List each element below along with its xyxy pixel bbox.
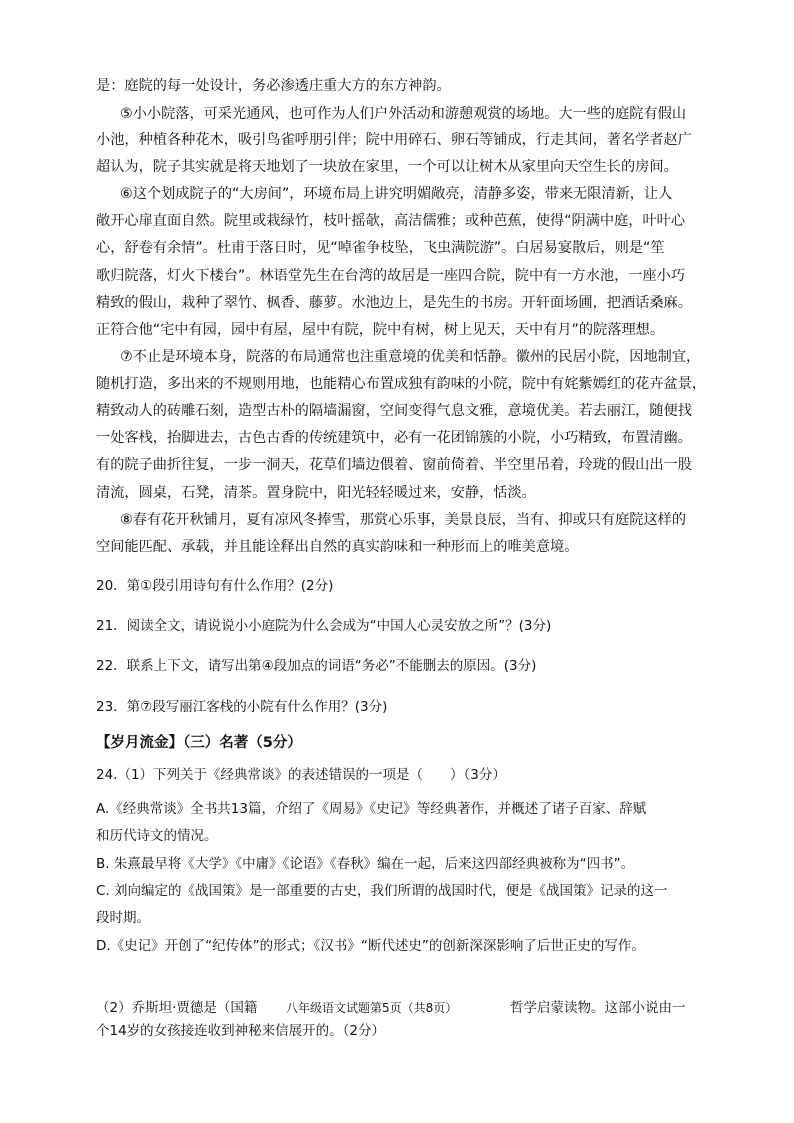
section-heading: 【岁月流金】（三）名著（5分） — [96, 735, 302, 751]
question-20: 20．第①段引用诗句有什么作用？(2分) — [96, 578, 334, 594]
option-b: B. 朱熹最早将《大学》《中庸》《论语》《春秋》编在一起，后来这四部经典被称为“四书”。 — [96, 856, 635, 872]
question-24-part2-end: 个14岁的女孩接连收到神秘来信展开的。（2分） — [96, 1023, 386, 1039]
option-a: A.《经典常谈》全书共13篇，介绍了《周易》《史记》等经典著作，并概述了诸子百家、辞赋 — [96, 801, 647, 817]
passage-line: 清流，圆桌，石凳，清茶。置身院中，阳光轻轻暖过来，安静，恬淡。 — [96, 485, 536, 501]
passage-line: 心，舒卷有余情”。杜甫于落日时，见“啅雀争枝坠，飞虫满院游”。白居易宴散后，则是“笙 — [96, 240, 665, 256]
question-24-part2-start: （2）乔斯坦·贾德是（国籍 — [96, 1000, 258, 1016]
passage-paragraph-5-start: ⑤小小院落，可采光通风，也可作为人们户外活动和游憩观赏的场地。大一些的庭院有假山 — [120, 106, 687, 122]
passage-line: 歌归院落，灯火下楼台”。林语堂先生在台湾的故居是一座四合院，院中有一方水池，一座小巧 — [96, 268, 686, 284]
passage-line: 有的院子曲折往复，一步一洞天，花草们墙边偎着、窗前倚着、半空里吊着，玲珑的假山出一股 — [96, 457, 692, 473]
question-21: 21．阅读全文，请说说小小庭院为什么会成为“中国人心灵安放之所”？(3分) — [96, 618, 552, 634]
question-22: 22．联系上下文，请写出第④段加点的词语“务必”不能删去的原因。(3分) — [96, 658, 537, 674]
question-23: 23．第⑦段写丽江客栈的小院有什么作用？(3分) — [96, 699, 388, 715]
passage-line: 正符合他“宅中有园，园中有屋，屋中有院，院中有树，树上见天，天中有月”的院落理想。 — [96, 322, 665, 338]
passage-line: 空间能匹配、承载，并且能诠释出自然的真实韵味和一种形而上的唯美意境。 — [96, 539, 579, 555]
passage-line: 小池，种植各种花木，吸引鸟雀呼朋引伴；院中用碎石、卵石等铺成，行走其间，著名学者赵广 — [96, 132, 692, 148]
option-c-continued: 段时期。 — [96, 910, 150, 926]
passage-line: 一处客栈，抬脚进去，古色古香的传统建筑中，必有一花团锦簇的小院，小巧精致，布置清幽。 — [96, 430, 692, 446]
passage-paragraph-6-start: ⑥这个划成院子的“大房间”，环境布局上讲究明媚敞亮，清静多姿，带来无限清新，让人 — [120, 186, 673, 202]
option-a-continued: 和历代诗文的情况。 — [96, 828, 218, 844]
page-footer: 八年级语文试题第5页（共8页） — [286, 998, 496, 1018]
option-d: D.《史记》开创了“纪传体”的形式；《汉书》“断代述史”的创新深深影响了后世正史的写作。 — [96, 938, 645, 954]
passage-line: 精致动人的砖雕石刻，造型古朴的隔墙漏窗，空间变得气息文雅，意境优美。若去丽江，随便找 — [96, 403, 692, 419]
option-c: C. 刘向编定的《战国策》是一部重要的古史，我们所谓的战国时代，便是《战国策》记录的这一 — [96, 883, 668, 899]
passage-line: 随机打造，多出来的不规则用地，也能精心布置成独有韵味的小院，院中有姹紫嫣红的花卉盆景， — [96, 376, 707, 392]
passage-paragraph-8-start: ⑧春有花开秋铺月，夏有凉风冬捧雪，那赏心乐事，美景良辰，当有、抑或只有庭院这样的 — [120, 512, 687, 528]
passage-line: 精致的假山，栽种了翠竹、枫香、藤萝。水池边上，是先生的书房。开轩面场圃，把酒话桑麻。 — [96, 295, 692, 311]
passage-line: 超认为，院子其实就是将天地划了一块放在家里，一个可以让树木从家里向天空生长的房间。 — [96, 159, 678, 175]
question-24-part2-middle: 哲学启蒙读物。这部小说由一 — [510, 1000, 686, 1016]
passage-paragraph-7-start: ⑦不止是环境本身，院落的布局通常也注重意境的优美和恬静。徽州的民居小院，因地制宜， — [120, 349, 701, 365]
passage-line: 是：庭院的每一处设计，务必渗透庄重大方的东方神韵。 — [96, 78, 451, 94]
passage-line: 敞开心扉直面自然。院里或栽绿竹，枝叶摇欹，高洁儒雅；或种芭蕉，使得“阴满中庭，叶叶心 — [96, 213, 686, 229]
question-24-stem: 24.（1）下列关于《经典常谈》的表述错误的一项是（ ）（3分） — [96, 767, 506, 783]
